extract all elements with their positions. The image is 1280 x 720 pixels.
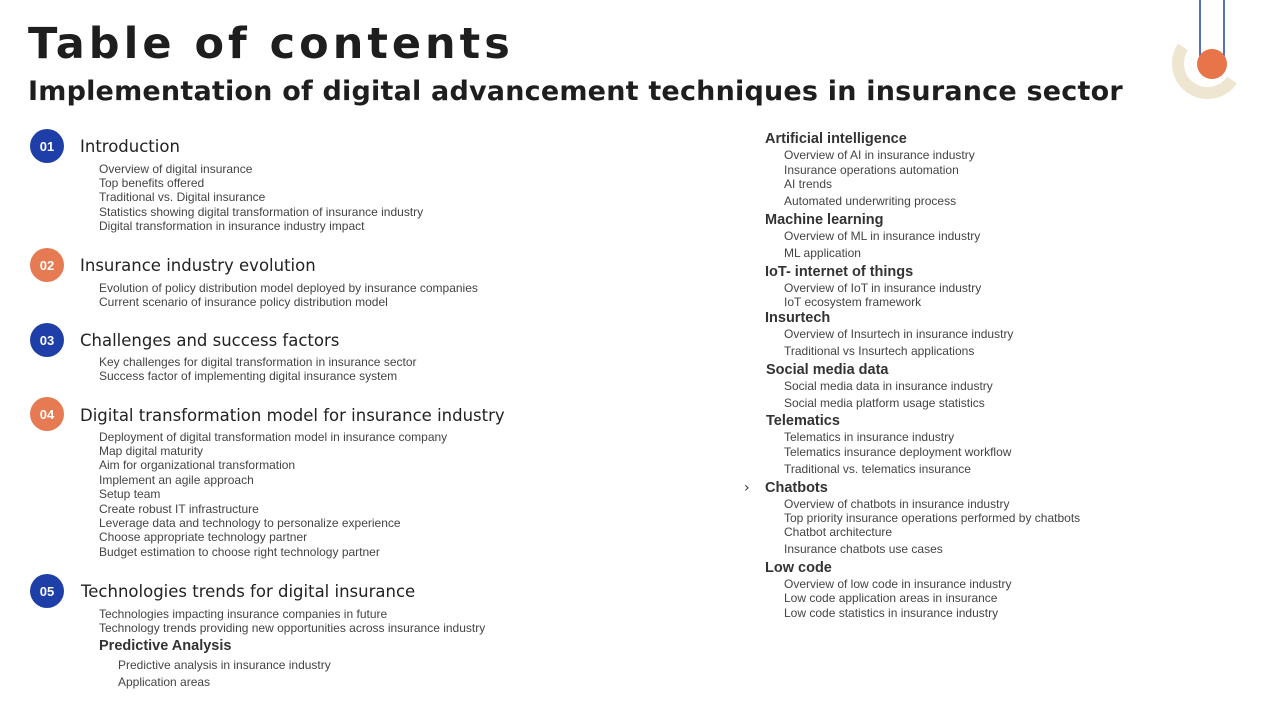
- topic-item[interactable]: Insurance chatbots use cases: [784, 542, 943, 556]
- topic-heading[interactable]: Chatbots: [765, 480, 828, 496]
- topic-heading[interactable]: Artificial intelligence: [765, 131, 907, 147]
- section-number-badge: 01: [30, 129, 64, 163]
- topic-heading[interactable]: Social media data: [766, 362, 889, 378]
- topic-item[interactable]: ML application: [784, 246, 861, 260]
- section-item[interactable]: Deployment of digital transformation model in insurance company: [99, 430, 448, 444]
- topic-heading[interactable]: Insurtech: [765, 310, 831, 326]
- topic-item[interactable]: Chatbot architecture: [784, 525, 893, 539]
- topic-item[interactable]: Telematics insurance deployment workflow: [784, 445, 1012, 459]
- section-item[interactable]: Leverage data and technology to personalize experience: [99, 516, 401, 530]
- section-item[interactable]: Technology trends providing new opportunities across insurance industry: [99, 621, 486, 635]
- section-item[interactable]: Key challenges for digital transformation in insurance sector: [99, 355, 417, 369]
- page-subtitle: Implementation of digital advancement techniques in insurance sector: [28, 76, 1123, 107]
- section-heading[interactable]: Digital transformation model for insurance industry: [80, 406, 505, 425]
- topic-item[interactable]: Social media platform usage statistics: [784, 396, 985, 410]
- subgroup-heading[interactable]: Predictive Analysis: [99, 638, 232, 654]
- topic-item[interactable]: Traditional vs Insurtech applications: [784, 344, 975, 358]
- section-item[interactable]: Map digital maturity: [99, 444, 204, 458]
- topic-item[interactable]: Telematics in insurance industry: [784, 430, 955, 444]
- section-number-badge: 02: [30, 248, 64, 282]
- topic-item[interactable]: Overview of IoT in insurance industry: [784, 281, 982, 295]
- section-number-badge: 05: [30, 574, 64, 608]
- section-number-badge: 03: [30, 323, 64, 357]
- section-item[interactable]: Evolution of policy distribution model deployed by insurance companies: [99, 281, 478, 295]
- section-number-badge: 04: [30, 397, 64, 431]
- section-item[interactable]: Statistics showing digital transformation of insurance industry: [99, 205, 424, 219]
- section-item[interactable]: Implement an agile approach: [99, 473, 254, 487]
- section-item[interactable]: Technologies impacting insurance companies in future: [99, 607, 388, 621]
- topic-item[interactable]: AI trends: [784, 177, 833, 191]
- chevron-right-icon: ›: [744, 480, 750, 496]
- section-heading[interactable]: Introduction: [80, 137, 180, 156]
- section-item[interactable]: Setup team: [99, 487, 161, 501]
- topic-heading[interactable]: Machine learning: [765, 212, 884, 228]
- topic-item[interactable]: Traditional vs. telematics insurance: [784, 462, 971, 476]
- subgroup-item[interactable]: Predictive analysis in insurance industry: [118, 658, 331, 672]
- topic-item[interactable]: Overview of ML in insurance industry: [784, 229, 981, 243]
- topic-item[interactable]: Low code application areas in insurance: [784, 591, 998, 605]
- section-item[interactable]: Aim for organizational transformation: [99, 458, 296, 472]
- section-item[interactable]: Success factor of implementing digital insurance system: [99, 369, 398, 383]
- topic-item[interactable]: Low code statistics in insurance industry: [784, 606, 999, 620]
- topic-item[interactable]: Top priority insurance operations performed by chatbots: [784, 511, 1081, 525]
- section-item[interactable]: Digital transformation in insurance industry impact: [99, 219, 365, 233]
- section-item[interactable]: Traditional vs. Digital insurance: [99, 190, 266, 204]
- topic-item[interactable]: Overview of low code in insurance industry: [784, 577, 1012, 591]
- subgroup-item[interactable]: Application areas: [118, 675, 211, 689]
- page-title: Table of contents: [28, 19, 514, 69]
- section-item[interactable]: Current scenario of insurance policy distribution model: [99, 295, 388, 309]
- section-heading[interactable]: Insurance industry evolution: [80, 256, 316, 275]
- topic-item[interactable]: Social media data in insurance industry: [784, 379, 993, 393]
- section-item[interactable]: Overview of digital insurance: [99, 162, 253, 176]
- topic-item[interactable]: Overview of AI in insurance industry: [784, 148, 975, 162]
- hanging-ornament-icon: [1170, 0, 1250, 110]
- topic-heading[interactable]: Telematics: [766, 413, 840, 429]
- section-heading[interactable]: Challenges and success factors: [80, 331, 340, 350]
- topic-item[interactable]: Insurance operations automation: [784, 163, 959, 177]
- section-item[interactable]: Top benefits offered: [99, 176, 205, 190]
- topic-item[interactable]: Overview of chatbots in insurance industry: [784, 497, 1010, 511]
- section-item[interactable]: Choose appropriate technology partner: [99, 530, 308, 544]
- section-heading[interactable]: Technologies trends for digital insurance: [81, 582, 416, 601]
- section-item[interactable]: Budget estimation to choose right technology partner: [99, 545, 380, 559]
- section-item[interactable]: Create robust IT infrastructure: [99, 502, 259, 516]
- topic-item[interactable]: Automated underwriting process: [784, 194, 957, 208]
- topic-item[interactable]: Overview of Insurtech in insurance industry: [784, 327, 1014, 341]
- topic-heading[interactable]: Low code: [765, 560, 832, 576]
- topic-item[interactable]: IoT ecosystem framework: [784, 295, 922, 309]
- topic-heading[interactable]: IoT- internet of things: [765, 264, 914, 280]
